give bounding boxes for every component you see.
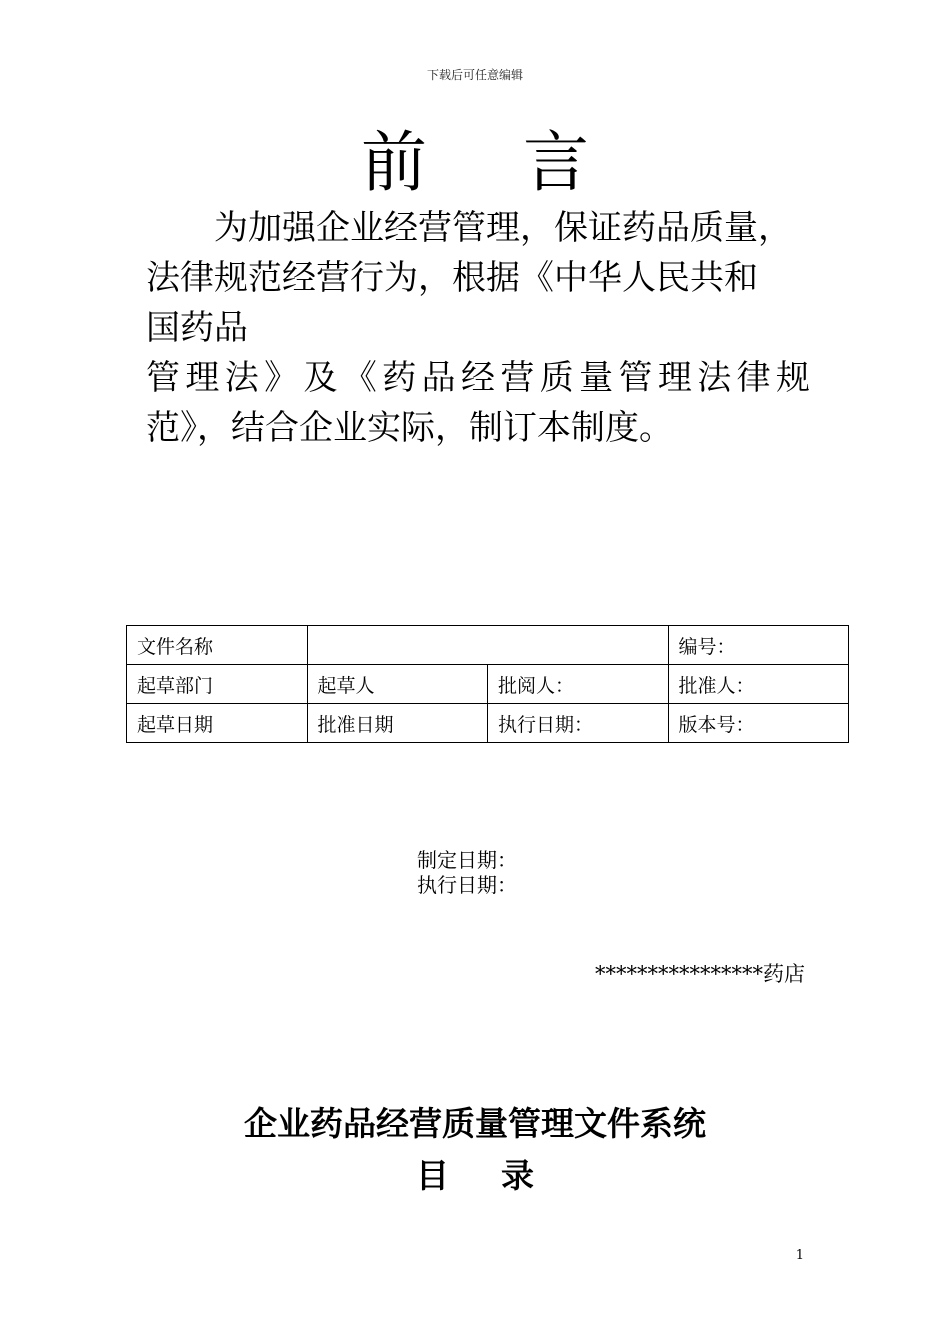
table-cell (307, 626, 668, 665)
table-row (127, 626, 849, 665)
table-cell: 批准人： (668, 665, 849, 704)
preface-line: 为加强企业经营管理，保证药品质量， (214, 208, 792, 248)
table-cell: 起草日期 (127, 704, 308, 743)
table-row (127, 704, 849, 743)
preface-line: 范》，结合企业实际，制订本制度。 (146, 408, 673, 448)
preface-line: 国药品 (146, 308, 248, 348)
document-title: 企业药品经营质量管理文件系统 (244, 1104, 706, 1143)
table-cell: 批准日期 (307, 704, 488, 743)
preface-line: 法律规范经营行为，根据《中华人民共和 (146, 258, 758, 298)
table-cell: 版本号： (668, 704, 849, 743)
page-number: 1 (795, 1248, 804, 1263)
preface-line: 管理法》及《药品经营质量管理法律规 (146, 358, 810, 398)
toc-title: 目录 (416, 1156, 586, 1195)
document-info-table (126, 625, 849, 743)
table-cell: 编号： (668, 626, 849, 665)
table-cell: 文件名称 (127, 626, 308, 665)
header-note: 下载后可任意编辑 (426, 68, 523, 82)
table-cell: 执行日期： (488, 704, 669, 743)
formulated-date-label: 制定日期： (417, 848, 517, 872)
table-cell: 批阅人： (488, 665, 669, 704)
table-cell: 起草人 (307, 665, 488, 704)
preface-paragraph (146, 203, 810, 453)
dates-block (417, 848, 517, 898)
store-name: ****************药店 (595, 962, 805, 986)
preface-title: 前言 (361, 124, 685, 201)
table-cell: 起草部门 (127, 665, 308, 704)
table-row (127, 665, 849, 704)
effective-date-label: 执行日期： (417, 873, 517, 897)
